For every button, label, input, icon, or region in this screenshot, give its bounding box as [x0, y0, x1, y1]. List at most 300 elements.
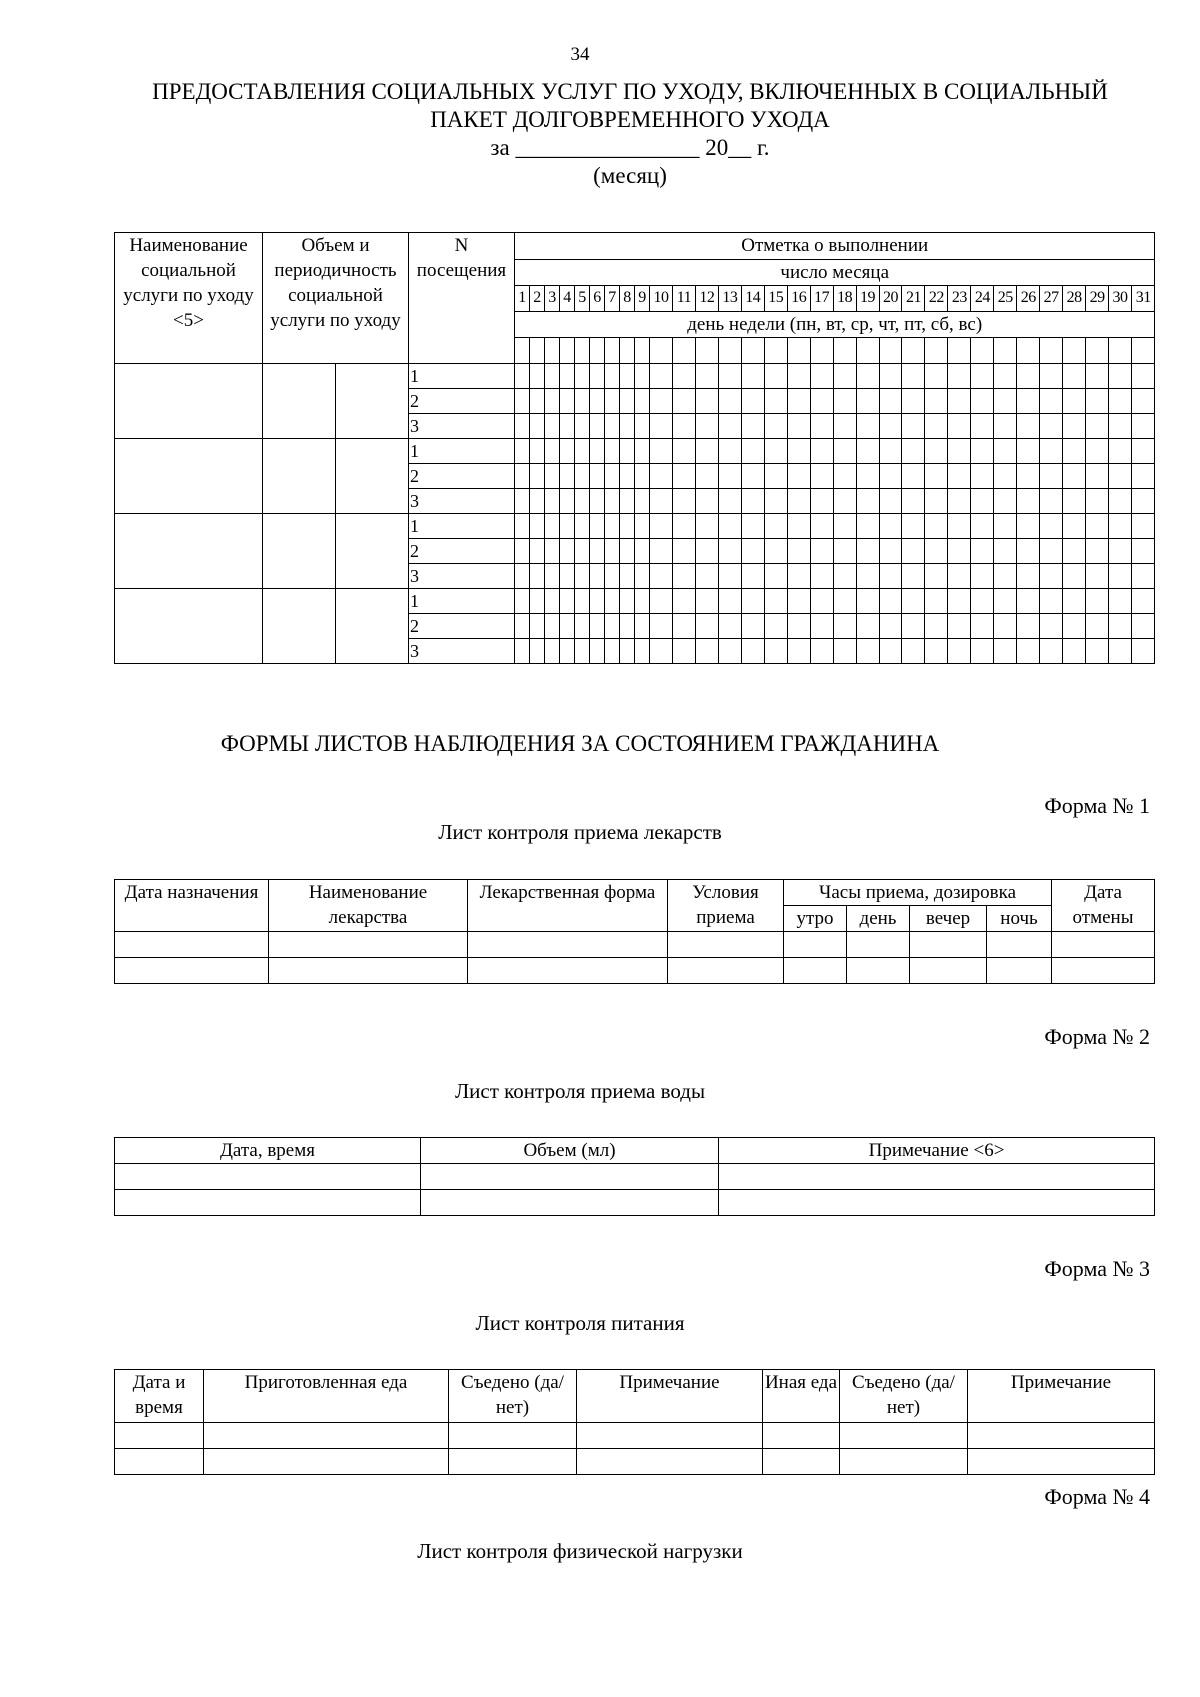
weekday-cell	[560, 338, 575, 364]
mark-cell	[1109, 589, 1132, 614]
mark-cell	[605, 389, 620, 414]
mark-cell	[1086, 389, 1109, 414]
mark-cell	[1132, 489, 1155, 514]
mark-cell	[695, 564, 718, 589]
day-number: 31	[1132, 286, 1155, 312]
mark-cell	[620, 589, 635, 614]
mark-cell	[718, 539, 741, 564]
header-note: Примечание	[577, 1370, 763, 1423]
mark-cell	[620, 464, 635, 489]
mark-cell	[787, 539, 810, 564]
mark-cell	[833, 639, 856, 664]
mark-cell	[530, 489, 545, 514]
mark-cell	[856, 414, 879, 439]
mark-cell	[994, 564, 1017, 589]
mark-cell	[1040, 564, 1063, 589]
mark-cell	[1040, 414, 1063, 439]
mark-cell	[605, 589, 620, 614]
table-row	[115, 1190, 1155, 1216]
mark-cell	[971, 514, 994, 539]
mark-cell	[902, 639, 925, 664]
day-number: 3	[545, 286, 560, 312]
mark-cell	[575, 439, 590, 464]
mark-cell	[1109, 539, 1132, 564]
table-row	[115, 1164, 1155, 1190]
mark-cell	[590, 489, 605, 514]
form-2-number: Форма № 2	[1044, 1024, 1150, 1049]
weekday-cell	[787, 338, 810, 364]
mark-cell	[994, 514, 1017, 539]
mark-cell	[971, 364, 994, 389]
mark-cell	[948, 464, 971, 489]
weekday-cell	[764, 338, 787, 364]
mark-cell	[718, 489, 741, 514]
mark-cell	[948, 364, 971, 389]
mark-cell	[971, 464, 994, 489]
mark-cell	[695, 639, 718, 664]
mark-cell	[833, 614, 856, 639]
mark-cell	[994, 364, 1017, 389]
mark-cell	[1017, 414, 1040, 439]
mark-cell	[810, 564, 833, 589]
mark-cell	[810, 389, 833, 414]
mark-cell	[590, 539, 605, 564]
mark-cell	[764, 364, 787, 389]
title-line-2: ПАКЕТ ДОЛГОВРЕМЕННОГО УХОДА	[430, 107, 830, 132]
header-evening: вечер	[910, 906, 987, 932]
mark-cell	[590, 414, 605, 439]
document-title	[60, 78, 1200, 190]
day-number: 18	[833, 286, 856, 312]
mark-cell	[515, 464, 530, 489]
mark-cell	[971, 439, 994, 464]
day-number: 17	[810, 286, 833, 312]
mark-cell	[1086, 514, 1109, 539]
weekday-cell	[575, 338, 590, 364]
mark-cell	[879, 364, 902, 389]
header-cancel-date: Дата отмены	[1052, 880, 1155, 932]
mark-cell	[741, 364, 764, 389]
mark-cell	[545, 389, 560, 414]
mark-cell	[695, 439, 718, 464]
weekday-cell	[879, 338, 902, 364]
mark-cell	[1017, 464, 1040, 489]
mark-cell	[810, 364, 833, 389]
mark-cell	[530, 414, 545, 439]
mark-cell	[1109, 389, 1132, 414]
mark-cell	[1109, 614, 1132, 639]
mark-cell	[1017, 364, 1040, 389]
mark-cell	[902, 614, 925, 639]
day-number: 24	[971, 286, 994, 312]
mark-cell	[741, 639, 764, 664]
title-line-1: ПРЕДОСТАВЛЕНИЯ СОЦИАЛЬНЫХ УСЛУГ ПО УХОДУ, ВКЛЮЧЕННЫХ В СОЦИАЛЬНЫЙ	[152, 79, 1108, 104]
mark-cell	[833, 464, 856, 489]
mark-cell	[1132, 639, 1155, 664]
mark-cell	[635, 489, 650, 514]
mark-cell	[718, 414, 741, 439]
mark-cell	[1017, 564, 1040, 589]
visit-number: 1	[409, 439, 515, 464]
service-name-cell	[115, 364, 263, 439]
mark-cell	[787, 639, 810, 664]
mark-cell	[635, 389, 650, 414]
mark-cell	[1132, 389, 1155, 414]
weekday-cell	[545, 338, 560, 364]
mark-cell	[620, 439, 635, 464]
mark-cell	[650, 514, 673, 539]
mark-cell	[833, 489, 856, 514]
mark-cell	[833, 589, 856, 614]
mark-cell	[764, 489, 787, 514]
mark-cell	[575, 364, 590, 389]
header-drug-name: Наименование лекарства	[269, 880, 468, 932]
weekday-cell	[810, 338, 833, 364]
mark-cell	[1063, 589, 1086, 614]
mark-cell	[787, 364, 810, 389]
day-number: 8	[620, 286, 635, 312]
mark-cell	[560, 439, 575, 464]
volume-cell	[263, 364, 336, 439]
mark-cell	[948, 514, 971, 539]
mark-cell	[1109, 639, 1132, 664]
mark-cell	[925, 389, 948, 414]
mark-cell	[971, 414, 994, 439]
mark-cell	[1132, 439, 1155, 464]
mark-cell	[650, 439, 673, 464]
mark-cell	[650, 564, 673, 589]
title-line-3: за ________________ 20__ г.	[490, 135, 770, 160]
mark-cell	[672, 389, 695, 414]
day-number: 1	[515, 286, 530, 312]
mark-cell	[879, 614, 902, 639]
header-datetime: Дата и время	[115, 1370, 204, 1423]
mark-cell	[810, 414, 833, 439]
mark-cell	[530, 564, 545, 589]
weekday-cell	[672, 338, 695, 364]
mark-cell	[530, 364, 545, 389]
mark-cell	[948, 439, 971, 464]
mark-cell	[605, 489, 620, 514]
day-number: 20	[879, 286, 902, 312]
mark-cell	[635, 464, 650, 489]
weekday-cell	[948, 338, 971, 364]
mark-cell	[545, 414, 560, 439]
mark-cell	[879, 414, 902, 439]
mark-cell	[879, 464, 902, 489]
mark-cell	[1132, 564, 1155, 589]
weekday-cell	[902, 338, 925, 364]
weekday-cell	[695, 338, 718, 364]
header-other-food: Иная еда	[763, 1370, 840, 1423]
mark-cell	[605, 364, 620, 389]
day-number: 7	[605, 286, 620, 312]
mark-cell	[1017, 614, 1040, 639]
visit-number: 3	[409, 414, 515, 439]
header-dosage-form: Лекарственная форма	[468, 880, 668, 932]
mark-cell	[515, 639, 530, 664]
mark-cell	[530, 639, 545, 664]
form-1-caption: Лист контроля приема лекарств	[438, 820, 722, 844]
mark-cell	[590, 564, 605, 589]
mark-cell	[925, 589, 948, 614]
table-row	[115, 439, 1155, 464]
mark-cell	[810, 514, 833, 539]
visit-number: 3	[409, 489, 515, 514]
mark-cell	[545, 539, 560, 564]
volume-cell	[263, 439, 336, 514]
day-number: 11	[672, 286, 695, 312]
mark-cell	[971, 589, 994, 614]
header-date-assigned: Дата назначения	[115, 880, 269, 932]
mark-cell	[810, 464, 833, 489]
mark-cell	[879, 389, 902, 414]
mark-cell	[741, 539, 764, 564]
day-number: 5	[575, 286, 590, 312]
day-number: 12	[695, 286, 718, 312]
mark-cell	[787, 389, 810, 414]
table-row	[115, 514, 1155, 539]
mark-cell	[620, 489, 635, 514]
mark-cell	[856, 589, 879, 614]
day-number: 4	[560, 286, 575, 312]
mark-cell	[925, 464, 948, 489]
mark-cell	[530, 589, 545, 614]
mark-cell	[948, 389, 971, 414]
service-schedule-table	[114, 232, 1155, 664]
mark-cell	[530, 439, 545, 464]
mark-cell	[672, 614, 695, 639]
mark-cell	[515, 489, 530, 514]
mark-cell	[810, 539, 833, 564]
mark-cell	[560, 589, 575, 614]
mark-cell	[635, 589, 650, 614]
mark-cell	[833, 439, 856, 464]
mark-cell	[620, 389, 635, 414]
form-4-caption: Лист контроля физической нагрузки	[417, 1539, 743, 1563]
periodicity-cell	[336, 514, 409, 589]
mark-cell	[718, 564, 741, 589]
table-row	[115, 589, 1155, 614]
weekday-cell	[856, 338, 879, 364]
mark-cell	[545, 614, 560, 639]
mark-cell	[605, 514, 620, 539]
mark-cell	[764, 389, 787, 414]
day-number: 16	[787, 286, 810, 312]
weekday-cell	[530, 338, 545, 364]
mark-cell	[718, 364, 741, 389]
mark-cell	[530, 614, 545, 639]
table-row	[115, 932, 1155, 958]
mark-cell	[575, 464, 590, 489]
mark-cell	[1132, 614, 1155, 639]
visit-number: 2	[409, 539, 515, 564]
mark-cell	[695, 539, 718, 564]
mark-cell	[925, 639, 948, 664]
mark-cell	[994, 389, 1017, 414]
header-night: ночь	[987, 906, 1052, 932]
mark-cell	[560, 489, 575, 514]
mark-cell	[560, 364, 575, 389]
mark-cell	[1017, 589, 1040, 614]
mark-cell	[545, 439, 560, 464]
mark-cell	[575, 614, 590, 639]
mark-cell	[879, 514, 902, 539]
mark-cell	[672, 539, 695, 564]
mark-cell	[1040, 389, 1063, 414]
header-food: Приготовленная еда	[204, 1370, 449, 1423]
mark-cell	[856, 364, 879, 389]
mark-cell	[635, 439, 650, 464]
mark-cell	[1109, 464, 1132, 489]
mark-cell	[902, 414, 925, 439]
mark-cell	[650, 589, 673, 614]
mark-cell	[994, 464, 1017, 489]
service-name-cell	[115, 589, 263, 664]
mark-cell	[545, 364, 560, 389]
mark-cell	[695, 589, 718, 614]
mark-cell	[787, 564, 810, 589]
weekday-cell	[971, 338, 994, 364]
table-row	[115, 1449, 1155, 1475]
mark-cell	[764, 439, 787, 464]
mark-cell	[856, 464, 879, 489]
mark-cell	[695, 514, 718, 539]
form-2-caption: Лист контроля приема воды	[454, 1079, 706, 1103]
form-4-number: Форма № 4	[1044, 1484, 1150, 1509]
mark-cell	[530, 464, 545, 489]
weekday-cell	[1086, 338, 1109, 364]
mark-cell	[620, 539, 635, 564]
mark-cell	[1109, 489, 1132, 514]
mark-cell	[856, 539, 879, 564]
mark-cell	[1063, 639, 1086, 664]
visit-number: 2	[409, 614, 515, 639]
mark-cell	[833, 514, 856, 539]
mark-cell	[879, 439, 902, 464]
mark-cell	[1040, 589, 1063, 614]
mark-cell	[515, 589, 530, 614]
day-number: 27	[1040, 286, 1063, 312]
day-number: 6	[590, 286, 605, 312]
weekday-cell	[635, 338, 650, 364]
mark-cell	[879, 489, 902, 514]
mark-cell	[560, 639, 575, 664]
weekday-cell	[515, 338, 530, 364]
nutrition-control-table	[114, 1369, 1155, 1475]
table-row	[115, 958, 1155, 984]
mark-cell	[545, 639, 560, 664]
mark-cell	[948, 539, 971, 564]
mark-cell	[560, 564, 575, 589]
mark-cell	[787, 514, 810, 539]
form-3-number: Форма № 3	[1044, 1256, 1150, 1281]
mark-cell	[925, 489, 948, 514]
mark-cell	[560, 389, 575, 414]
mark-cell	[1132, 539, 1155, 564]
mark-cell	[994, 639, 1017, 664]
mark-cell	[1040, 364, 1063, 389]
mark-cell	[741, 614, 764, 639]
mark-cell	[948, 414, 971, 439]
mark-cell	[672, 639, 695, 664]
mark-cell	[530, 539, 545, 564]
mark-cell	[515, 414, 530, 439]
mark-cell	[925, 514, 948, 539]
mark-cell	[833, 539, 856, 564]
day-number: 25	[994, 286, 1017, 312]
mark-cell	[1063, 539, 1086, 564]
mark-cell	[1017, 439, 1040, 464]
mark-cell	[1063, 614, 1086, 639]
mark-cell	[672, 514, 695, 539]
form-3-caption: Лист контроля питания	[475, 1311, 685, 1335]
mark-cell	[948, 639, 971, 664]
mark-cell	[695, 489, 718, 514]
mark-cell	[530, 389, 545, 414]
mark-cell	[718, 514, 741, 539]
mark-cell	[787, 439, 810, 464]
mark-cell	[590, 589, 605, 614]
mark-cell	[902, 364, 925, 389]
visit-number: 1	[409, 514, 515, 539]
mark-cell	[787, 614, 810, 639]
periodicity-cell	[336, 439, 409, 514]
mark-cell	[718, 614, 741, 639]
mark-cell	[1017, 639, 1040, 664]
mark-cell	[1063, 464, 1086, 489]
mark-cell	[575, 589, 590, 614]
mark-cell	[764, 464, 787, 489]
day-number: 23	[948, 286, 971, 312]
mark-cell	[650, 464, 673, 489]
mark-cell	[590, 364, 605, 389]
mark-cell	[1063, 489, 1086, 514]
day-number: 14	[741, 286, 764, 312]
mark-cell	[515, 539, 530, 564]
mark-cell	[515, 564, 530, 589]
mark-cell	[764, 564, 787, 589]
mark-cell	[856, 439, 879, 464]
mark-cell	[695, 414, 718, 439]
mark-cell	[879, 589, 902, 614]
mark-cell	[1132, 364, 1155, 389]
mark-cell	[695, 389, 718, 414]
weekday-cell	[833, 338, 856, 364]
mark-cell	[810, 489, 833, 514]
mark-cell	[902, 389, 925, 414]
mark-cell	[994, 439, 1017, 464]
mark-cell	[856, 639, 879, 664]
mark-cell	[620, 414, 635, 439]
mark-cell	[1017, 539, 1040, 564]
mark-cell	[635, 414, 650, 439]
mark-cell	[650, 389, 673, 414]
mark-cell	[994, 614, 1017, 639]
mark-cell	[833, 389, 856, 414]
mark-cell	[1063, 514, 1086, 539]
mark-cell	[635, 514, 650, 539]
day-number: 13	[718, 286, 741, 312]
mark-cell	[650, 639, 673, 664]
mark-cell	[1017, 389, 1040, 414]
mark-cell	[650, 364, 673, 389]
mark-cell	[545, 464, 560, 489]
header-note-other: Примечание	[968, 1370, 1155, 1423]
mark-cell	[1063, 389, 1086, 414]
mark-cell	[787, 589, 810, 614]
mark-cell	[605, 464, 620, 489]
